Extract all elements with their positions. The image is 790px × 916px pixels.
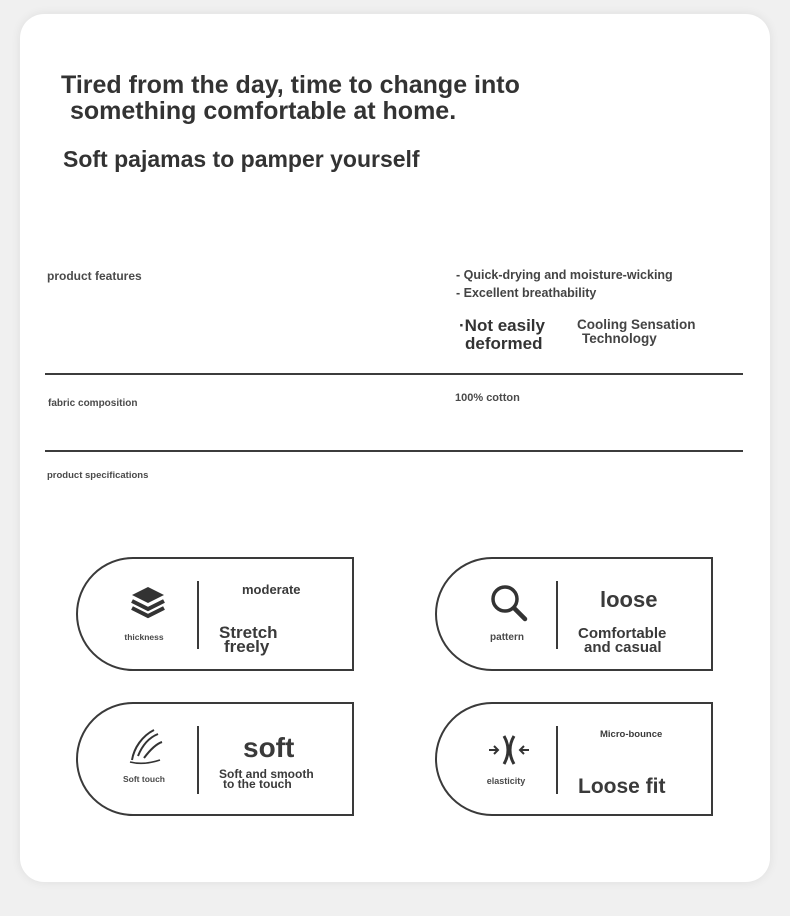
feature-highlight-deformed: ·Not easily deformed	[459, 316, 545, 353]
feature-item: - Quick-drying and moisture-wicking	[456, 268, 673, 282]
spec-value: Micro-bounce	[600, 729, 663, 740]
feature-highlight-cooling: Cooling Sensation Technology	[577, 317, 696, 346]
magnifier-icon	[487, 581, 531, 625]
spec-divider	[556, 726, 558, 794]
spec-card-elasticity	[435, 702, 713, 816]
headline-line1: Tired from the day, time to change into	[61, 71, 520, 99]
headline-line2: something comfortable at home.	[70, 97, 457, 125]
spec-card-pattern	[435, 557, 713, 671]
specifications-label: product specifications	[47, 470, 149, 481]
feature-item: - Excellent breathability	[456, 286, 597, 300]
features-list	[456, 266, 673, 302]
spec-value: loose	[600, 587, 658, 612]
composition-value: 100% cotton	[455, 392, 520, 404]
divider-line	[45, 450, 743, 452]
spec-value: soft	[243, 732, 295, 763]
spec-description: Comfortable and casual	[578, 625, 667, 656]
spec-divider	[197, 581, 199, 649]
spec-divider	[556, 581, 558, 649]
spec-divider	[197, 726, 199, 794]
spec-label: Soft touch	[122, 774, 166, 784]
composition-label: fabric composition	[48, 398, 138, 409]
spec-card-thickness	[76, 557, 354, 671]
spec-description: Loose fit	[578, 775, 666, 798]
spec-card-soft-touch	[76, 702, 354, 816]
spec-label: elasticity	[486, 776, 526, 786]
divider-line	[45, 373, 743, 375]
spec-description: Stretch freely	[219, 623, 278, 656]
headline	[61, 72, 520, 124]
feather-touch-icon	[124, 724, 168, 768]
spec-label: pattern	[490, 632, 524, 643]
subtitle: Soft pajamas to pamper yourself	[63, 146, 420, 172]
spec-label: thickness	[124, 632, 164, 642]
bounce-arrows-icon	[487, 728, 531, 772]
features-label: product features	[47, 269, 142, 283]
layers-icon	[126, 583, 170, 627]
spec-value: moderate	[242, 582, 301, 597]
spec-description: Soft and smooth to the touch	[219, 767, 314, 791]
